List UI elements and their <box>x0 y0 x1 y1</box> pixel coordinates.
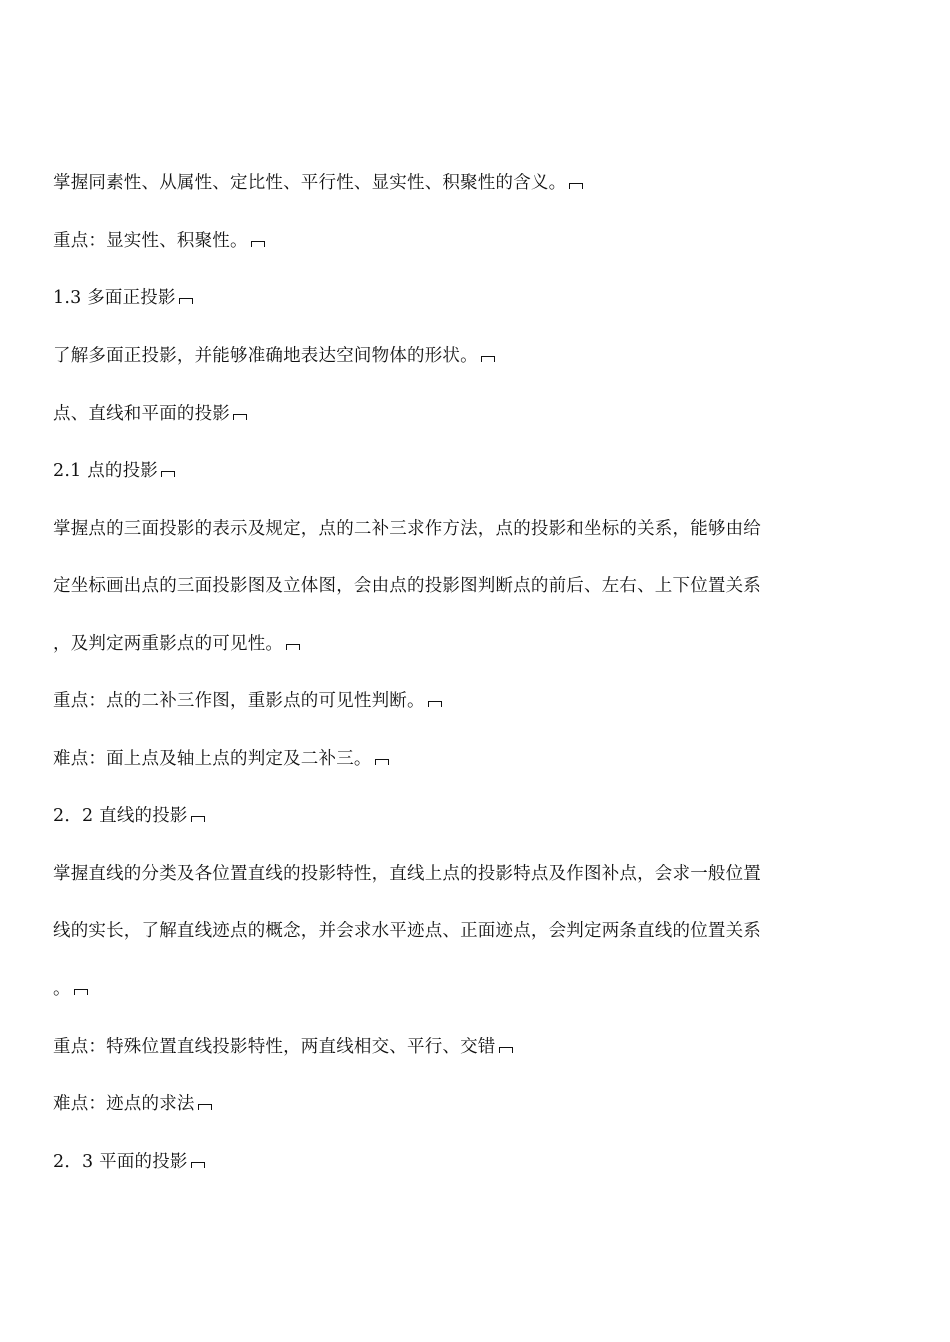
paragraph-line <box>53 1092 212 1116</box>
line-text: 了解多面正投影，并能够准确地表达空间物体的形状。 <box>53 346 478 366</box>
line-text: 掌握直线的分类及各位置直线的投影特性，直线上点的投影特点及作图补点，会求一般位置 <box>53 864 761 884</box>
paragraph-line <box>53 977 88 1001</box>
line-text: 难点：迹点的求法 <box>53 1094 195 1114</box>
paragraph-line <box>53 747 389 771</box>
line-text: 2.1 点的投影 <box>53 461 158 481</box>
line-text: 重点：显实性、积聚性。 <box>53 231 248 251</box>
paragraph-mark-icon <box>74 989 88 995</box>
line-text: 掌握点的三面投影的表示及规定，点的二补三求作方法，点的投影和坐标的关系，能够由给 <box>53 519 761 539</box>
paragraph-mark-icon <box>191 816 205 822</box>
section-heading <box>53 804 205 828</box>
paragraph-line <box>53 632 300 656</box>
line-text: 2．3 平面的投影 <box>53 1152 188 1172</box>
line-text: 重点：点的二补三作图，重影点的可见性判断。 <box>53 691 425 711</box>
paragraph-line <box>53 574 761 598</box>
line-text: 定坐标画出点的三面投影图及立体图，会由点的投影图判断点的前后、左右、上下位置关系 <box>53 576 761 596</box>
section-heading <box>53 286 193 310</box>
line-text: 1.3 多面正投影 <box>53 288 176 308</box>
paragraph-mark-icon <box>198 1104 212 1110</box>
paragraph-line <box>53 1035 513 1059</box>
paragraph-mark-icon <box>499 1047 513 1053</box>
line-text: 。 <box>53 979 71 999</box>
paragraph-line <box>53 344 495 368</box>
paragraph-mark-icon <box>569 183 583 189</box>
line-text: 2．2 直线的投影 <box>53 806 188 826</box>
paragraph-mark-icon <box>375 759 389 765</box>
paragraph-mark-icon <box>161 471 175 477</box>
line-text: 重点：特殊位置直线投影特性，两直线相交、平行、交错 <box>53 1037 496 1057</box>
paragraph-line <box>53 171 583 195</box>
line-text: 难点：面上点及轴上点的判定及二补三。 <box>53 749 372 769</box>
paragraph-line <box>53 689 442 713</box>
line-text: ，及判定两重影点的可见性。 <box>53 634 284 654</box>
line-text: 点、直线和平面的投影 <box>53 404 230 424</box>
paragraph-line <box>53 517 761 541</box>
line-text: 掌握同素性、从属性、定比性、平行性、显实性、积聚性的含义。 <box>53 173 567 193</box>
paragraph-line <box>53 919 761 943</box>
paragraph-mark-icon <box>428 701 442 707</box>
line-text: 线的实长，了解直线迹点的概念，并会求水平迹点、正面迹点，会判定两条直线的位置关系 <box>53 921 761 941</box>
paragraph-mark-icon <box>233 414 247 420</box>
paragraph-line <box>53 862 761 886</box>
chapter-heading <box>53 402 247 426</box>
paragraph-mark-icon <box>179 298 193 304</box>
paragraph-mark-icon <box>251 241 265 247</box>
paragraph-mark-icon <box>481 356 495 362</box>
paragraph-line <box>53 229 265 253</box>
section-heading <box>53 1150 205 1174</box>
paragraph-mark-icon <box>286 644 300 650</box>
paragraph-mark-icon <box>191 1162 205 1168</box>
section-heading <box>53 459 175 483</box>
